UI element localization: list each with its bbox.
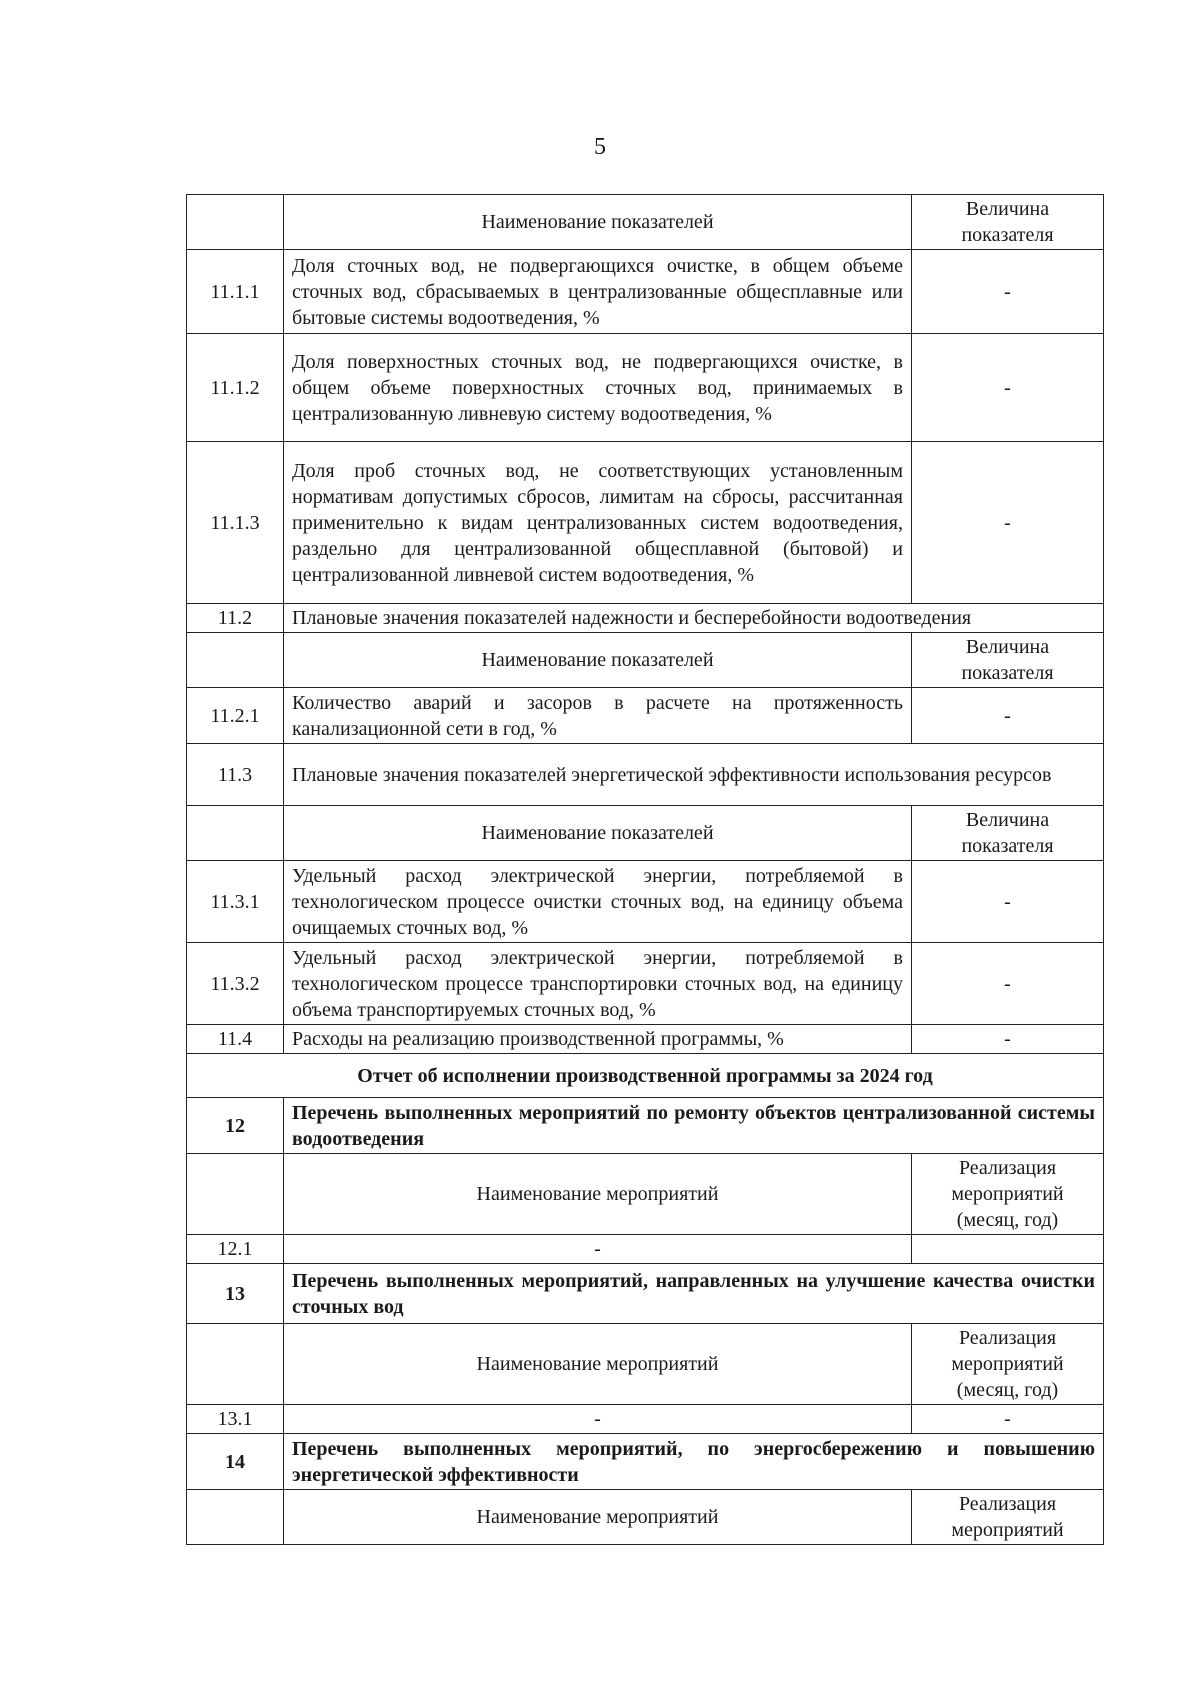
row-text: Доля поверхностных сточных вод, не подвергающихся очистке, в общем объеме поверхностных сточных вод, принимаемых в централизованную ливневую систему водоотведения, % <box>284 334 912 442</box>
header-activity-name: Наименование мероприятий <box>284 1324 912 1405</box>
row-value: - <box>912 1405 1104 1434</box>
row-number: 13.1 <box>187 1405 284 1434</box>
section-row <box>187 744 1104 806</box>
row-number: 12.1 <box>187 1235 284 1264</box>
row-text: - <box>284 1235 912 1264</box>
row-value: - <box>912 861 1104 943</box>
row-value: - <box>912 442 1104 604</box>
header-indicator-value: Величина показателя <box>912 806 1104 861</box>
row-value: - <box>912 943 1104 1025</box>
table-header-row <box>187 1324 1104 1405</box>
page-number: 5 <box>594 134 606 160</box>
header-num-cell <box>187 1324 284 1405</box>
row-number: 12 <box>187 1098 284 1154</box>
header-indicator-value: Величина показателя <box>912 195 1104 250</box>
row-number: 14 <box>187 1434 284 1490</box>
section-text: Перечень выполненных мероприятий, по энергосбережению и повышению энергетической эффективности <box>284 1434 1104 1490</box>
section-row <box>187 1434 1104 1490</box>
table-header-row <box>187 195 1104 250</box>
row-number: 11.3.1 <box>187 861 284 943</box>
header-indicator-name: Наименование показателей <box>284 806 912 861</box>
row-number: 13 <box>187 1264 284 1324</box>
section-row <box>187 1098 1104 1154</box>
section-row <box>187 604 1104 633</box>
row-text: Доля проб сточных вод, не соответствующих установленным нормативам допустимых сбросов, лимитам на сбросы, рассчитанная применительно к видам централизованных систем водоотведения, раздельно для централизованной общесплавной (бытовой) и централизованной ливневой систем водоотведения, % <box>284 442 912 604</box>
table-header-row <box>187 633 1104 688</box>
table-row <box>187 334 1104 442</box>
table-row <box>187 442 1104 604</box>
row-text: Удельный расход электрической энергии, потребляемой в технологическом процессе транспортировки сточных вод, на единицу объема транспортируемых сточных вод, % <box>284 943 912 1025</box>
report-title: Отчет об исполнении производственной программы за 2024 год <box>187 1054 1104 1098</box>
row-number: 11.1.2 <box>187 334 284 442</box>
row-text: Расходы на реализацию производственной программы, % <box>284 1025 912 1054</box>
header-num-cell <box>187 633 284 688</box>
indicators-table <box>186 194 1104 1545</box>
row-number: 11.2.1 <box>187 688 284 744</box>
table-row <box>187 250 1104 334</box>
table-row <box>187 1405 1104 1434</box>
row-value: - <box>912 334 1104 442</box>
header-indicator-name: Наименование показателей <box>284 195 912 250</box>
row-value <box>912 1235 1104 1264</box>
row-number: 11.3.2 <box>187 943 284 1025</box>
section-text: Перечень выполненных мероприятий, направленных на улучшение качества очистки сточных вод <box>284 1264 1104 1324</box>
table-row <box>187 861 1104 943</box>
header-activity-realization: Реализация мероприятий <box>912 1490 1104 1545</box>
row-text: Количество аварий и засоров в расчете на протяженность канализационной сети в год, % <box>284 688 912 744</box>
table-row <box>187 688 1104 744</box>
table-row <box>187 1235 1104 1264</box>
header-indicator-name: Наименование показателей <box>284 633 912 688</box>
table-row <box>187 1025 1104 1054</box>
row-text: - <box>284 1405 912 1434</box>
row-number: 11.1.3 <box>187 442 284 604</box>
report-title-row <box>187 1054 1104 1098</box>
table-header-row <box>187 1490 1104 1545</box>
table-header-row <box>187 806 1104 861</box>
section-text: Перечень выполненных мероприятий по ремонту объектов централизованной системы водоотведения <box>284 1098 1104 1154</box>
header-activity-name: Наименование мероприятий <box>284 1490 912 1545</box>
row-text: Удельный расход электрической энергии, потребляемой в технологическом процессе очистки сточных вод, на единицу объема очищаемых сточных вод, % <box>284 861 912 943</box>
header-num-cell <box>187 195 284 250</box>
header-indicator-value: Величина показателя <box>912 633 1104 688</box>
header-num-cell <box>187 1490 284 1545</box>
row-number: 11.1.1 <box>187 250 284 334</box>
header-activity-realization: Реализация мероприятий (месяц, год) <box>912 1154 1104 1235</box>
table-row <box>187 943 1104 1025</box>
row-number: 11.2 <box>187 604 284 633</box>
row-value: - <box>912 1025 1104 1054</box>
row-text: Доля сточных вод, не подвергающихся очистке, в общем объеме сточных вод, сбрасываемых в централизованные общесплавные или бытовые системы водоотведения, % <box>284 250 912 334</box>
row-number: 11.3 <box>187 744 284 806</box>
section-text: Плановые значения показателей энергетической эффективности использования ресурсов <box>284 744 1104 806</box>
header-activity-name: Наименование мероприятий <box>284 1154 912 1235</box>
row-value: - <box>912 250 1104 334</box>
table-header-row <box>187 1154 1104 1235</box>
header-activity-realization: Реализация мероприятий (месяц, год) <box>912 1324 1104 1405</box>
section-text: Плановые значения показателей надежности и бесперебойности водоотведения <box>284 604 1104 633</box>
row-number: 11.4 <box>187 1025 284 1054</box>
row-value: - <box>912 688 1104 744</box>
header-num-cell <box>187 806 284 861</box>
section-row <box>187 1264 1104 1324</box>
header-num-cell <box>187 1154 284 1235</box>
